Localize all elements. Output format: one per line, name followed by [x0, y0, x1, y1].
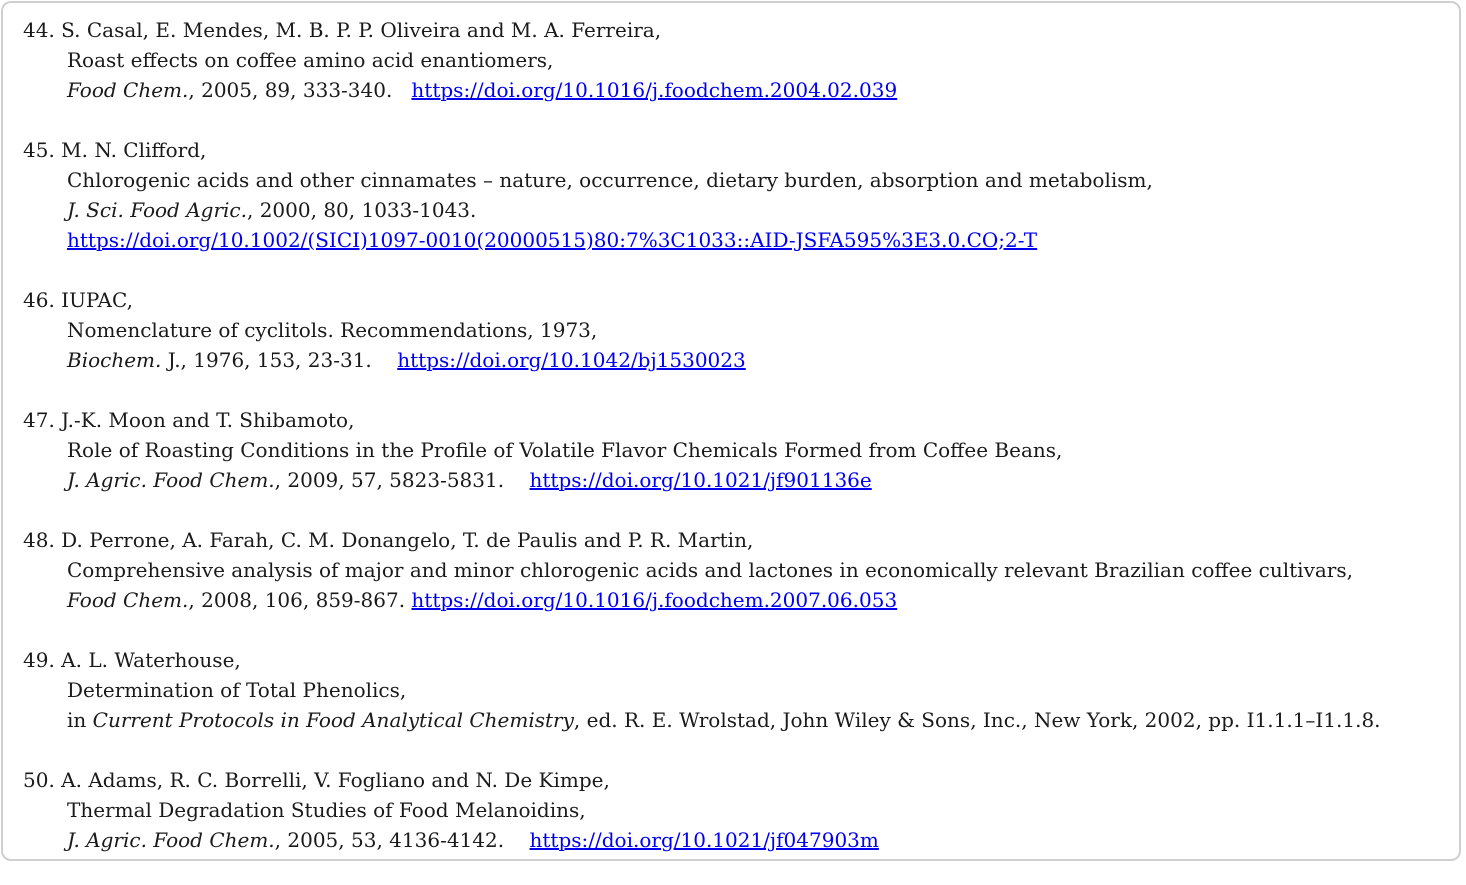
reference-48: [23, 525, 1439, 615]
reference-source-line: [23, 75, 1439, 105]
reference-details: , ed. R. E. Wrolstad, John Wiley & Sons, Inc., New York, 2002, pp. I1.1.1–I1.1.8.: [573, 708, 1381, 732]
doi-link[interactable]: https://doi.org/10.1016/j.foodchem.2004.02.039: [411, 78, 898, 102]
doi-link[interactable]: https://doi.org/10.1042/bj1530023: [397, 348, 746, 372]
reference-list-panel: [1, 1, 1461, 861]
reference-title: Chlorogenic acids and other cinnamates – nature, occurrence, dietary burden, absorption and metabolism,: [67, 168, 1153, 192]
reference-source-line: [23, 195, 1439, 225]
reference-authors-line: [23, 135, 1439, 165]
reference-number: 45.: [23, 138, 55, 162]
reference-source-line: [23, 825, 1439, 855]
reference-title: Comprehensive analysis of major and minor chlorogenic acids and lactones in economically relevant Brazilian coffee cultivars,: [67, 558, 1353, 582]
reference-title: Roast effects on coffee amino acid enantiomers,: [67, 48, 554, 72]
reference-number: 50.: [23, 768, 55, 792]
reference-source-line: [23, 465, 1439, 495]
reference-details: , 2008, 106, 859-867.: [188, 588, 406, 612]
reference-number: 46.: [23, 288, 55, 312]
reference-authors-line: [23, 765, 1439, 795]
reference-details: , 2000, 80, 1033-1043.: [246, 198, 477, 222]
reference-authors-line: [23, 405, 1439, 435]
reference-47: [23, 405, 1439, 495]
reference-book-title: Current Protocols in Food Analytical Chemistry: [92, 708, 574, 732]
reference-50: [23, 765, 1439, 855]
reference-title: Thermal Degradation Studies of Food Melanoidins,: [67, 798, 586, 822]
reference-journal: J. Agric. Food Chem.: [67, 828, 275, 852]
reference-authors: S. Casal, E. Mendes, M. B. P. P. Oliveira and M. A. Ferreira,: [61, 18, 662, 42]
reference-number: 44.: [23, 18, 55, 42]
doi-link[interactable]: https://doi.org/10.1021/jf901136e: [529, 468, 872, 492]
doi-link[interactable]: https://doi.org/10.1021/jf047903m: [529, 828, 879, 852]
reference-title: Role of Roasting Conditions in the Profile of Volatile Flavor Chemicals Formed from Coffee Beans,: [67, 438, 1063, 462]
reference-details: J., 1976, 153, 23-31.: [161, 348, 372, 372]
reference-authors: A. L. Waterhouse,: [61, 648, 241, 672]
reference-authors: M. N. Clifford,: [61, 138, 207, 162]
reference-authors: A. Adams, R. C. Borrelli, V. Fogliano and N. De Kimpe,: [61, 768, 610, 792]
reference-prefix: in: [67, 708, 93, 732]
reference-details: , 2009, 57, 5823-5831.: [274, 468, 505, 492]
reference-authors-line: [23, 525, 1439, 555]
reference-title: Nomenclature of cyclitols. Recommendations, 1973,: [67, 318, 598, 342]
reference-source-line: [23, 705, 1439, 735]
reference-authors: IUPAC,: [61, 288, 133, 312]
reference-number: 49.: [23, 648, 55, 672]
reference-49: [23, 645, 1439, 735]
reference-details: , 2005, 53, 4136-4142.: [274, 828, 505, 852]
reference-list: [23, 15, 1439, 885]
reference-journal: J. Sci. Food Agric.: [67, 198, 247, 222]
doi-link[interactable]: https://doi.org/10.1002/(SICI)1097-0010(20000515)80:7%3C1033::AID-JSFA595%3E3.0.CO;2-T: [67, 228, 1038, 252]
reference-source-line: [23, 345, 1439, 375]
reference-source-line: [23, 585, 1439, 615]
reference-number: 48.: [23, 528, 55, 552]
reference-journal: Food Chem.: [67, 588, 189, 612]
reference-authors-line: [23, 285, 1439, 315]
doi-link[interactable]: https://doi.org/10.1016/j.foodchem.2007.06.053: [411, 588, 898, 612]
reference-44: [23, 15, 1439, 105]
reference-number: 47.: [23, 408, 55, 432]
reference-46: [23, 285, 1439, 375]
reference-journal: J. Agric. Food Chem.: [67, 468, 275, 492]
reference-authors: J.-K. Moon and T. Shibamoto,: [61, 408, 355, 432]
reference-authors-line: [23, 15, 1439, 45]
reference-authors-line: [23, 645, 1439, 675]
reference-authors: D. Perrone, A. Farah, C. M. Donangelo, T. de Paulis and P. R. Martin,: [61, 528, 754, 552]
reference-45: [23, 135, 1439, 255]
reference-journal: Food Chem.: [67, 78, 189, 102]
reference-title: Determination of Total Phenolics,: [67, 678, 407, 702]
reference-journal: Biochem.: [67, 348, 162, 372]
reference-doi-line: [23, 225, 1439, 255]
reference-details: , 2005, 89, 333-340.: [188, 78, 393, 102]
